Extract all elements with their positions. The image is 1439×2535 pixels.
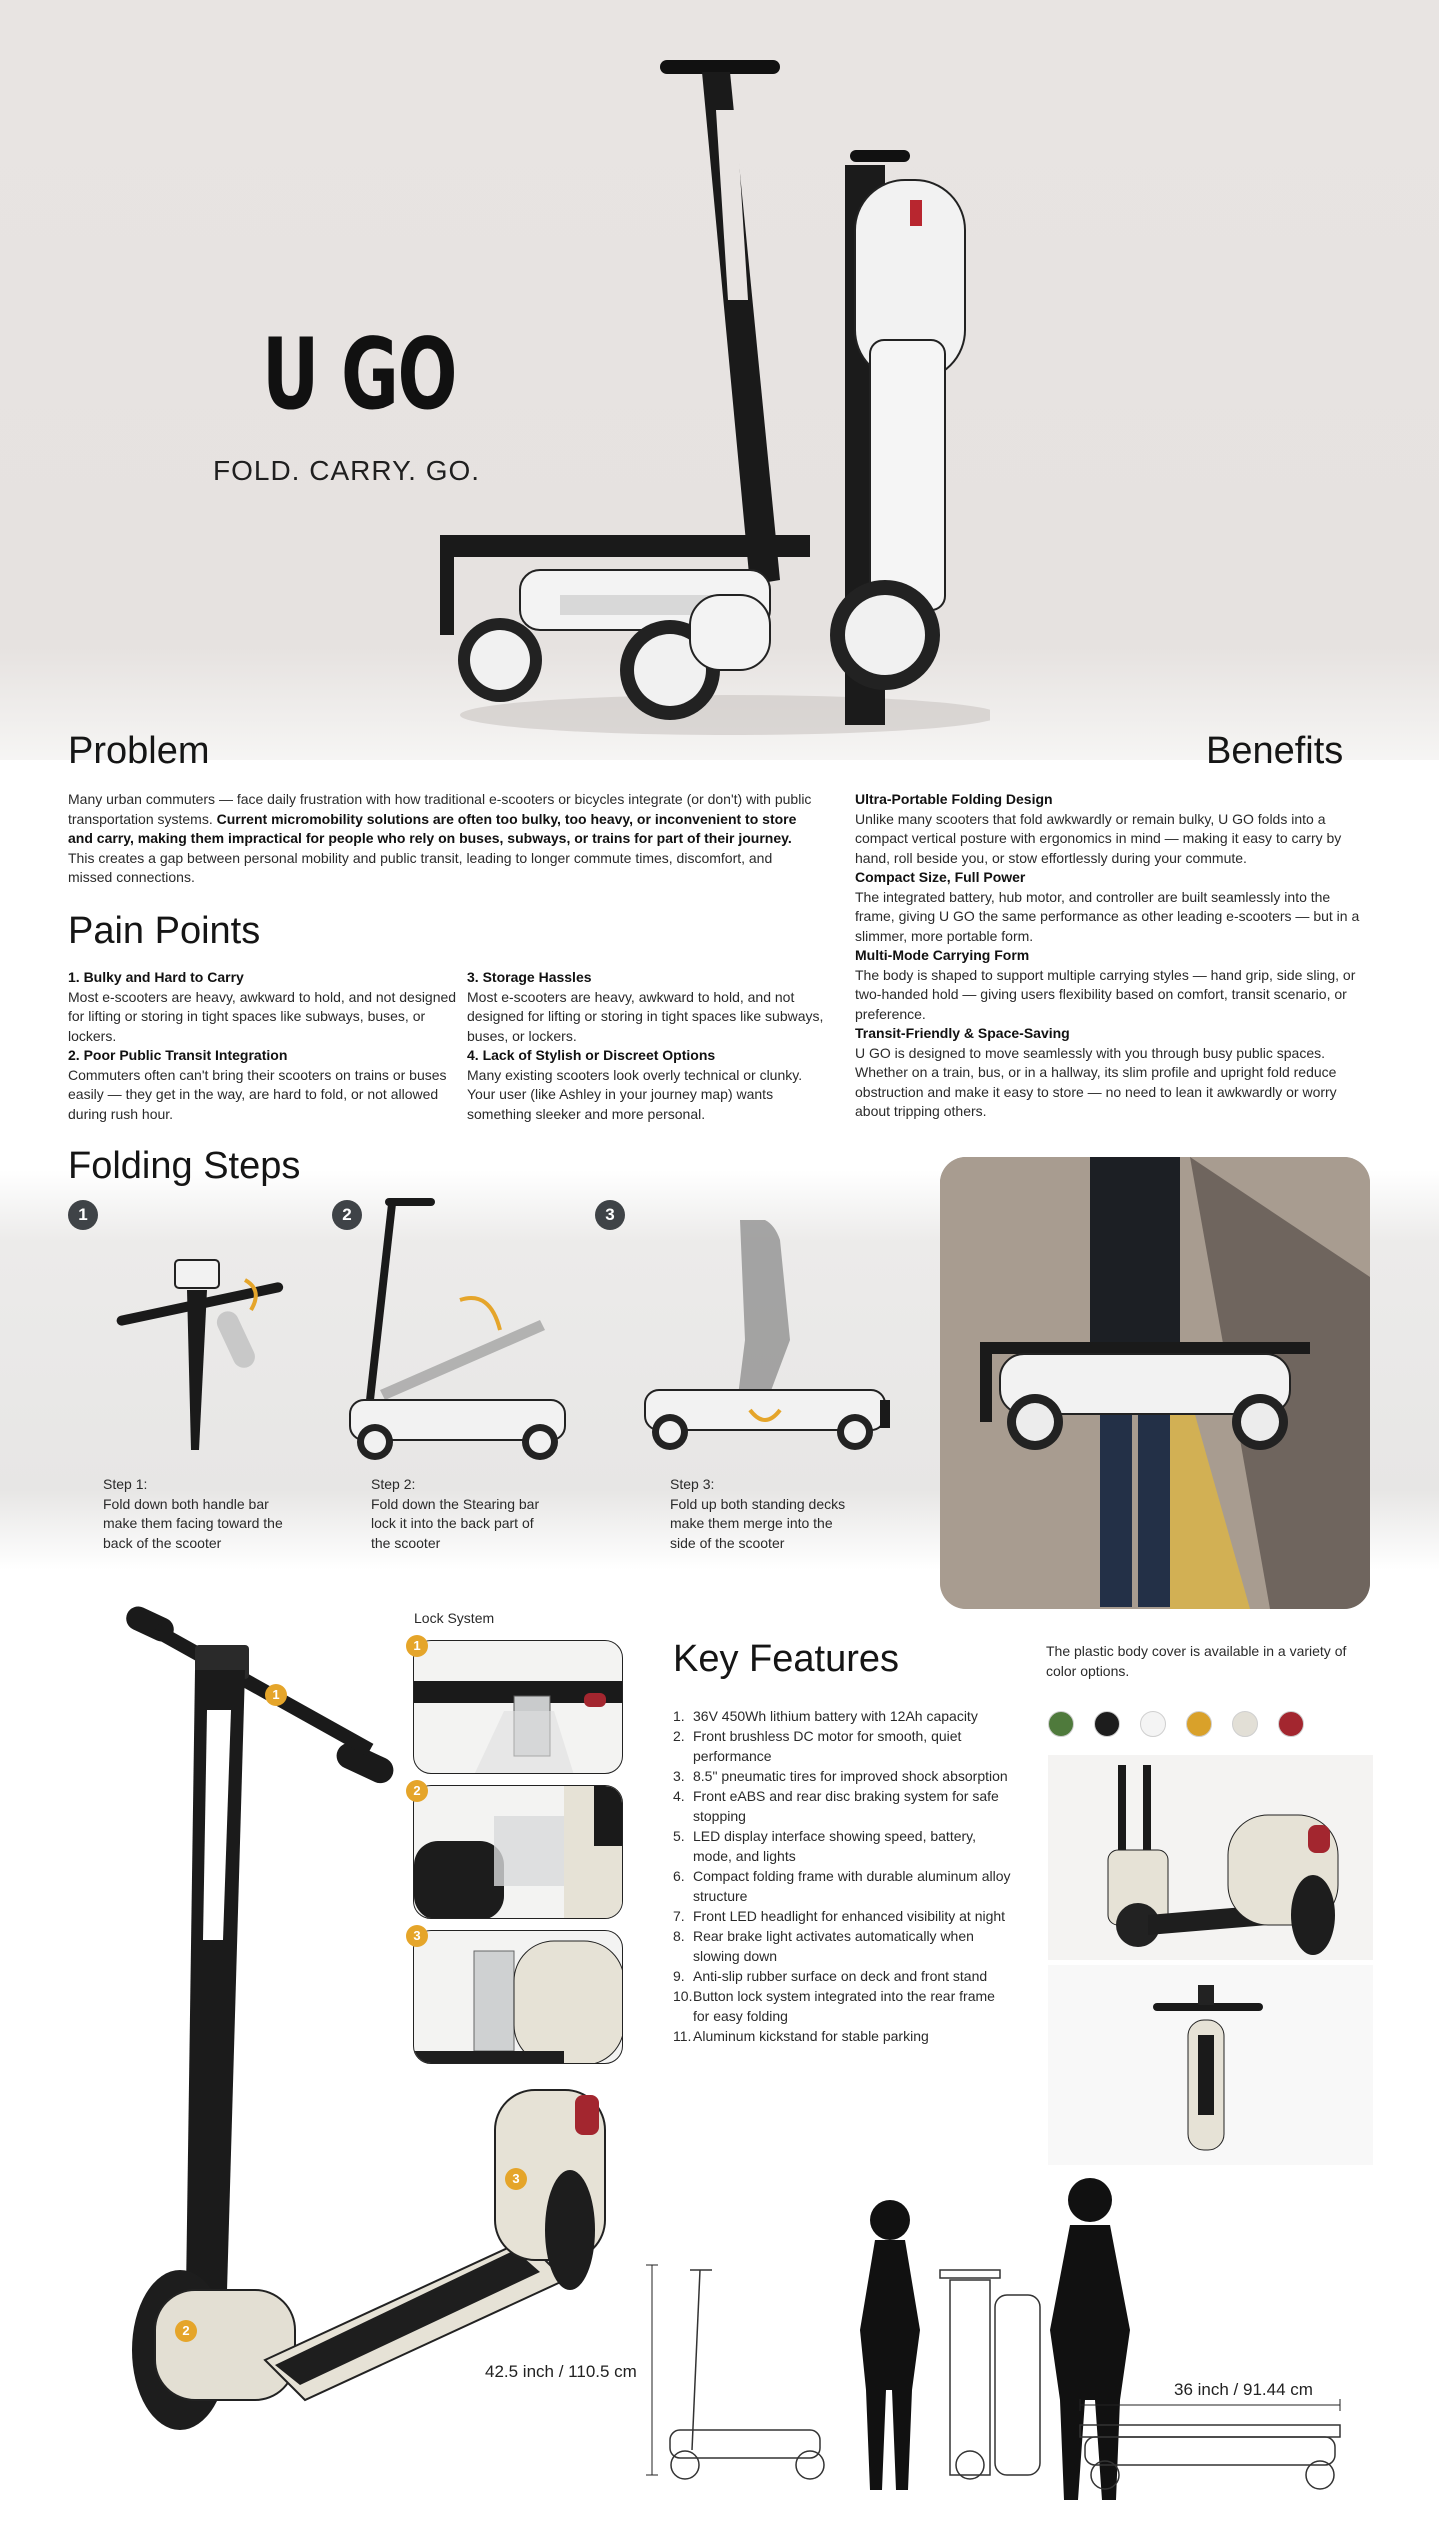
key-feature-item <box>673 1866 1013 1906</box>
key-feature-number: 3. <box>673 1768 685 1784</box>
pain-point-title: 1. Bulky and Hard to Carry <box>68 969 244 985</box>
brand-logo: U GO <box>262 318 457 432</box>
tagline: FOLD. CARRY. GO. <box>213 455 481 486</box>
step-3-text: Fold up both standing decks make them merge into the side of the scooter <box>670 1495 846 1551</box>
key-feature-item <box>673 1766 1013 1786</box>
step-2-caption <box>371 1475 556 1553</box>
key-feature-number: 4. <box>673 1788 685 1804</box>
color-swatch-yellow[interactable] <box>1186 1711 1212 1737</box>
benefits-title: Benefits <box>1206 730 1344 772</box>
commuter-carrying-photo <box>940 1157 1370 1609</box>
step-1-number: 1 <box>68 1200 98 1230</box>
key-feature-text: Aluminum kickstand for stable parking <box>693 2028 929 2044</box>
color-swatch-red[interactable] <box>1278 1711 1304 1737</box>
key-feature-item <box>673 1786 1013 1826</box>
step-1-text: Fold down both handle bar make them facing toward the back of the scooter <box>103 1495 283 1551</box>
problem-text-outro: This creates a gap between personal mobility and public transit, leading to longer commute times, discomfort, and missed connections. <box>68 849 773 885</box>
lock-detail-1 <box>413 1640 623 1774</box>
key-feature-number: 10. <box>673 1988 693 2004</box>
lock-badge-3: 3 <box>406 1925 428 1947</box>
key-feature-item <box>673 1926 1013 1966</box>
problem-text <box>68 790 820 888</box>
folding-steps-title: Folding Steps <box>68 1145 301 1187</box>
key-feature-item <box>673 1706 1013 1726</box>
key-feature-item <box>673 1726 1013 1766</box>
key-feature-text: 36V 450Wh lithium battery with 12Ah capacity <box>693 1708 978 1724</box>
problem-text-intro: Many urban commuters — face daily frustration with how traditional e-scooters or bicycles integrate (or don't) with public transportation systems. <box>68 791 812 827</box>
color-swatch-green[interactable] <box>1048 1711 1074 1737</box>
problem-text-highlight: Current micromobility solutions are often too bulky, too heavy, or inconvenient to store and carry, making them impractical for people who rely on buses, subways, or trains for part of their journey. <box>68 810 797 846</box>
color-swatches <box>1048 1711 1304 1737</box>
key-feature-text: Compact folding frame with durable aluminum alloy structure <box>693 1868 1011 1904</box>
key-features-list <box>673 1706 1013 2046</box>
pain-point-title: 3. Storage Hassles <box>467 969 592 985</box>
callout-badge-2: 2 <box>175 2320 197 2342</box>
key-feature-item <box>673 2026 1013 2046</box>
key-feature-number: 7. <box>673 1908 685 1924</box>
step-1-label: Step 1: <box>103 1476 148 1492</box>
benefit-title: Compact Size, Full Power <box>855 869 1026 885</box>
step-1-illustration <box>95 1240 295 1460</box>
pain-points-title: Pain Points <box>68 910 261 952</box>
pain-point-title: 4. Lack of Stylish or Discreet Options <box>467 1047 716 1063</box>
step-2-text: Fold down the Stearing bar lock it into the back part of the scooter <box>371 1495 540 1551</box>
key-feature-item <box>673 1906 1013 1926</box>
length-dimension-label: 36 inch / 91.44 cm <box>1174 2380 1313 2399</box>
key-feature-number: 8. <box>673 1928 685 1944</box>
step-3-number: 3 <box>595 1200 625 1230</box>
key-feature-number: 1. <box>673 1708 685 1724</box>
key-feature-text: Rear brake light activates automatically when slowing down <box>693 1928 974 1964</box>
lock-detail-3 <box>413 1930 623 2064</box>
benefit-title: Ultra-Portable Folding Design <box>855 791 1053 807</box>
problem-title: Problem <box>68 730 210 772</box>
key-feature-text: Button lock system integrated into the rear frame for easy folding <box>693 1988 995 2024</box>
height-dimension-label: 42.5 inch / 110.5 cm <box>485 2362 637 2381</box>
benefit-text: The integrated battery, hub motor, and controller are built seamlessly into the frame, giving U GO the same performance as other leading e-scooters — but in a slimmer, more portable form. <box>855 888 1360 944</box>
benefits-list <box>855 790 1370 1122</box>
key-feature-text: Front eABS and rear disc braking system for safe stopping <box>693 1788 999 1824</box>
color-swatch-cream[interactable] <box>1232 1711 1258 1737</box>
key-feature-number: 11. <box>673 2028 692 2044</box>
benefit-title: Transit-Friendly & Space-Saving <box>855 1025 1070 1041</box>
pain-point-text: Most e-scooters are heavy, awkward to hold, and not designed for lifting or storing in tight spaces like subways, buses, or lockers. <box>467 988 824 1044</box>
pain-point-text: Many existing scooters look overly technical or clunky. Your user (like Ashley in your journey map) wants something sleeker and more personal. <box>467 1066 803 1122</box>
step-3-label: Step 3: <box>670 1476 715 1492</box>
step-2-number: 2 <box>332 1200 362 1230</box>
key-feature-number: 5. <box>673 1828 685 1844</box>
key-feature-text: LED display interface showing speed, battery, mode, and lights <box>693 1828 977 1864</box>
step-2-illustration <box>340 1190 590 1470</box>
benefit-title: Multi-Mode Carrying Form <box>855 947 1030 963</box>
key-feature-number: 9. <box>673 1968 685 1984</box>
dimension-drawings <box>640 2130 1370 2505</box>
lock-badge-1: 1 <box>406 1635 428 1657</box>
color-options-note: The plastic body cover is available in a variety of color options. <box>1046 1643 1347 1679</box>
step-2-label: Step 2: <box>371 1476 416 1492</box>
color-swatch-black[interactable] <box>1094 1711 1120 1737</box>
key-feature-text: Anti-slip rubber surface on deck and front stand <box>693 1968 988 1984</box>
pain-point-text: Commuters often can't bring their scooters on trains or buses easily — they get in the way, are hard to fold, or not allowed during rush hour. <box>68 1066 447 1122</box>
key-feature-text: 8.5" pneumatic tires for improved shock absorption <box>693 1768 1008 1784</box>
benefit-text: The body is shaped to support multiple carrying styles — hand grip, side sling, or two-handed hold — giving users flexibility based on comfort, transit scenario, or preference. <box>855 966 1356 1022</box>
key-features-title: Key Features <box>673 1638 899 1680</box>
scooter-side-render <box>1048 1755 1373 1960</box>
step-1-caption <box>103 1475 288 1553</box>
pain-points-col-left <box>68 968 458 1124</box>
hero-scooter-illustration <box>430 50 990 770</box>
key-feature-number: 6. <box>673 1868 685 1884</box>
key-feature-text: Front LED headlight for enhanced visibility at night <box>693 1908 1006 1924</box>
callout-badge-1: 1 <box>265 1684 287 1706</box>
key-feature-item <box>673 1966 1013 1986</box>
step-3-caption <box>670 1475 860 1553</box>
benefit-text: Unlike many scooters that fold awkwardly or remain bulky, U GO folds into a compact vertical posture with ergonomics in mind — making it easy to carry by hand, roll beside you, or stow effortlessly during your commute. <box>855 810 1342 866</box>
color-swatch-white[interactable] <box>1140 1711 1166 1737</box>
benefit-text: U GO is designed to move seamlessly with you through busy public spaces. Whether on a train, bus, or in a hallway, its slim profile and upright fold reduce obstruction and make it easy to store — no need to lean it awkwardly or worry about tripping others. <box>855 1044 1337 1119</box>
key-feature-item <box>673 1826 1013 1866</box>
pain-point-title: 2. Poor Public Transit Integration <box>68 1047 288 1063</box>
lock-system-title: Lock System <box>414 1610 495 1626</box>
pain-points-col-right <box>467 968 827 1124</box>
pain-point-text: Most e-scooters are heavy, awkward to hold, and not designed for lifting or storing in tight spaces like subways, buses, or lockers. <box>68 988 457 1044</box>
callout-badge-3: 3 <box>505 2168 527 2190</box>
key-feature-text: Front brushless DC motor for smooth, quiet performance <box>693 1728 962 1764</box>
key-feature-number: 2. <box>673 1728 685 1744</box>
step-3-illustration <box>640 1220 900 1470</box>
lock-badge-2: 2 <box>406 1780 428 1802</box>
lock-detail-2 <box>413 1785 623 1919</box>
key-feature-item <box>673 1986 1013 2026</box>
